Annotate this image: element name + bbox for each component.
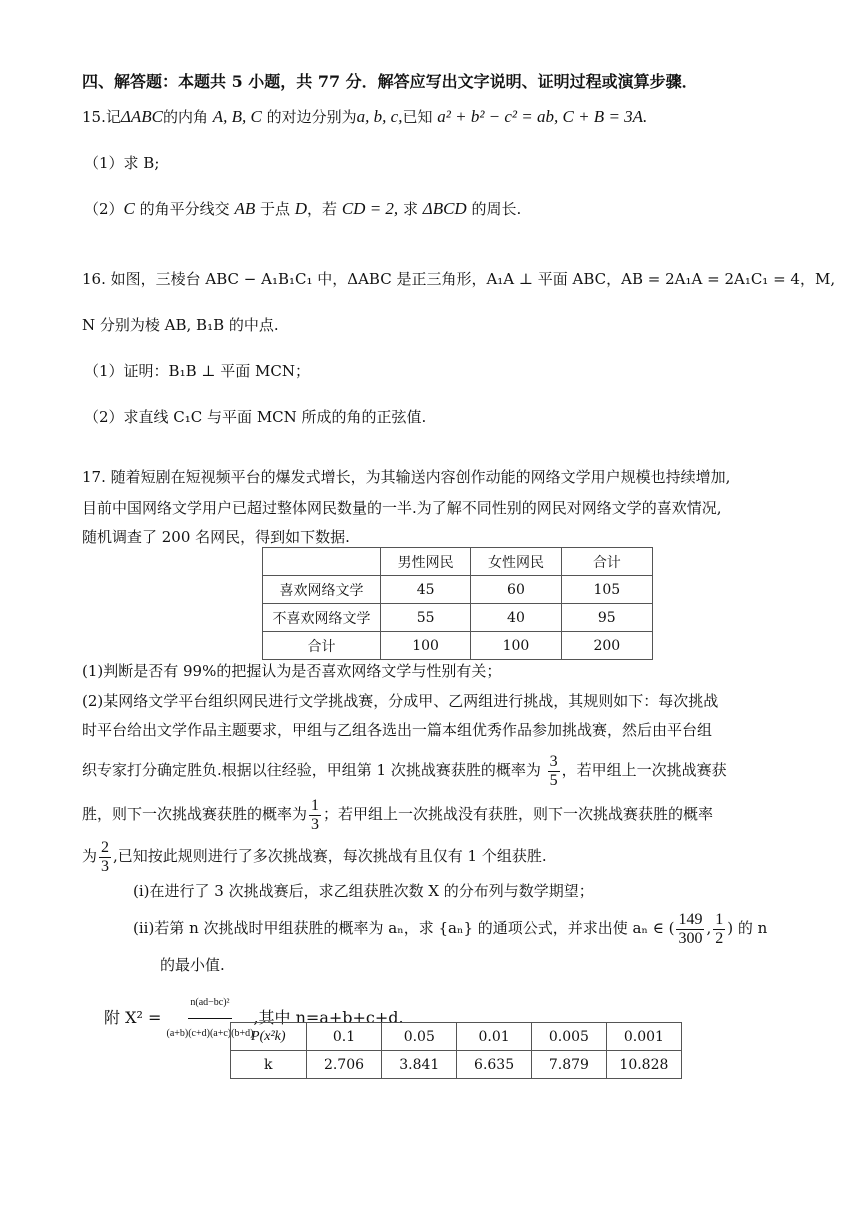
q17-sub-ii-cont: 的最小值. [160,956,225,974]
survey-table [262,547,653,660]
q16-part1: （1）证明：B₁B ⊥ 平面 MCN； [84,362,310,380]
chi-square-formula: 附 X² = $\frac{\text{n(ad−bc)²}}{(a+b)(c+d)(a+c)(b+d)}$ ,其中 n=a+b+c+d. [104,988,404,1049]
q17-part2-line4: 胜，则下一次挑战赛获胜的概率为 $\frac{1}{3}$ ；若甲组上一次挑战没有获胜，则下一次挑战赛获胜的概率 [82,796,714,833]
q17-part2-line1: (2)某网络文学平台组织网民进行文学挑战赛，分成甲、乙两组进行挑战，其规则如下：每次挑战 [82,692,719,710]
fraction-2-3: $\frac{2}{3}$ [101,838,110,875]
table-row: 男性网民 女性网民 合计 [263,548,653,576]
q17-sub-ii: (ii)若第 n 次挑战时甲组获胜的概率为 aₙ，求 {aₙ} 的通项公式，并求出使 aₙ ∈ ( $\frac{149}{300}$ , $\frac{1}{2}$ ) 的 n [133,910,768,947]
q16-stem-line1: 16. 如图，三棱台 ABC − A₁B₁C₁ 中，ΔABC 是正三角形，A₁A ⊥ 平面 ABC，AB = 2A₁A = 2A₁C₁ = 4，M, [82,270,836,288]
q17-sub-i: (i)在进行了 3 次挑战赛后，求乙组获胜次数 X 的分布列与数学期望； [133,882,594,900]
q17-part2-line2: 时平台给出文学作品主题要求，甲组与乙组各选出一篇本组优秀作品参加挑战赛，然后由平台组 [82,721,713,739]
formula-fraction: $\frac{\text{n(ad−bc)²}}{(a+b)(c+d)(a+c)(b+d)}$ [166,988,253,1049]
q15-stem: 15.记ΔABC的内角 A, B, C 的对边分别为a, b, c,已知 a² + b² − c² = ab, C + B = 3A. [82,107,648,126]
q16-part2: （2）求直线 C₁C 与平面 MCN 所成的角的正弦值. [84,408,427,426]
fraction-149-300: $\frac{149}{300}$ [678,910,703,947]
q16-stem-line2: N 分别为棱 AB, B₁B 的中点. [82,316,279,334]
table-row: P(x²k) 0.1 0.05 0.01 0.005 0.001 [231,1023,682,1051]
q17-stem-line1: 17. 随着短剧在短视频平台的爆发式增长，为其输送内容创作动能的网络文学用户规模也持续增加, [82,468,731,486]
q17-part1: (1)判断是否有 99%的把握认为是否喜欢网络文学与性别有关； [82,662,502,680]
section-heading: 四、解答题：本题共 5 小题，共 77 分．解答应写出文字说明、证明过程或演算步骤． [82,72,698,91]
probability-table [230,1022,682,1079]
table-row: 不喜欢网络文学 55 40 95 [263,604,653,632]
q15-part2: （2）C 的角平分线交 AB 于点 D，若 CD = 2, 求 ΔBCD 的周长. [84,199,522,218]
q15-part1: （1）求 B; [84,154,160,172]
q17-part2-line3: 织专家打分确定胜负.根据以往经验，甲组第 1 次挑战赛获胜的概率为 $\frac{3}{5}$ ，若甲组上一次挑战赛获 [82,752,727,789]
table-row: 合计 100 100 200 [263,632,653,660]
table-row: 喜欢网络文学 45 60 105 [263,576,653,604]
fraction-1-3: $\frac{1}{3}$ [311,796,320,833]
q17-stem-line3: 随机调查了 200 名网民，得到如下数据. [82,528,350,546]
q17-part2-line5: 为 $\frac{2}{3}$ ,已知按此规则进行了多次挑战赛，每次挑战有且仅有 1 个组获胜. [82,838,547,875]
q17-stem-line2: 目前中国网络文学用户已超过整体网民数量的一半.为了解不同性别的网民对网络文学的喜欢情况, [82,499,722,517]
fraction-3-5: $\frac{3}{5}$ [549,752,558,789]
fraction-1-2: $\frac{1}{2}$ [715,910,724,947]
table-row: k 2.706 3.841 6.635 7.879 10.828 [231,1051,682,1079]
